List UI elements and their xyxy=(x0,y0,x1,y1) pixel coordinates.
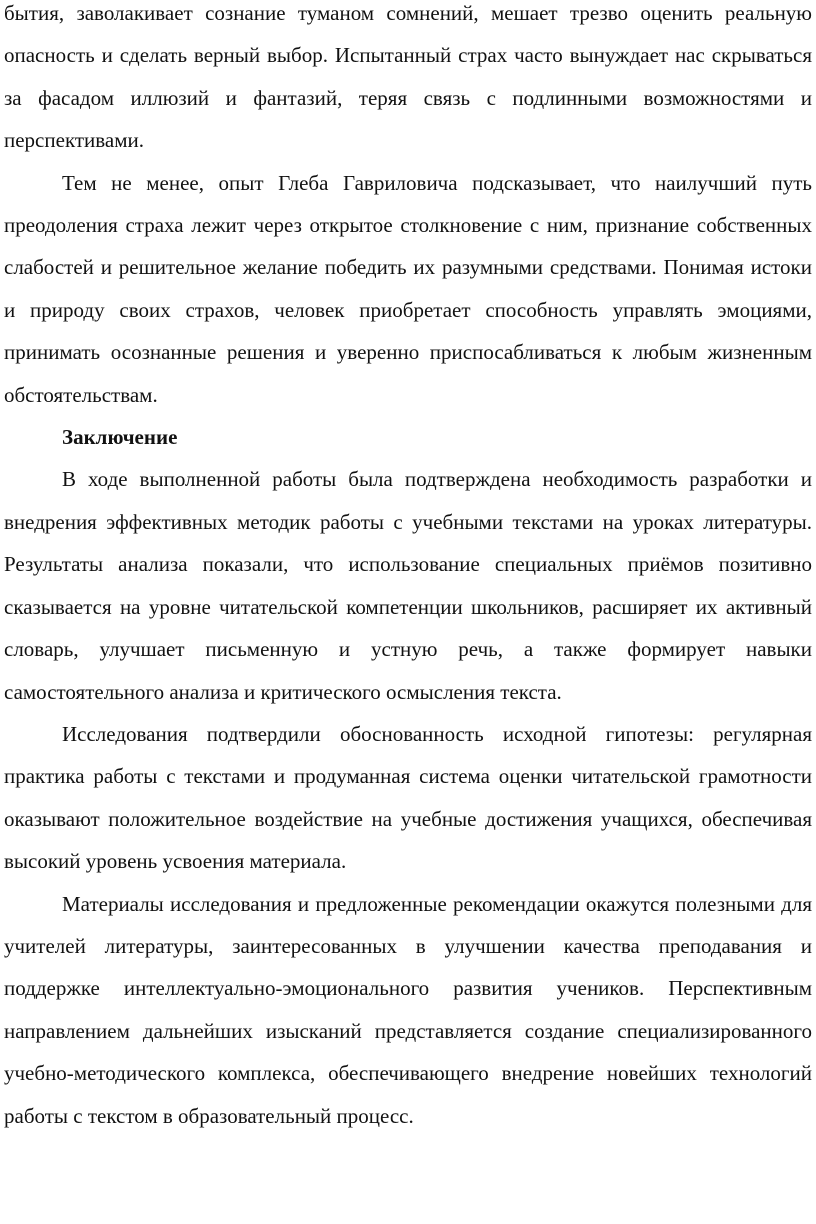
paragraph-conclusion-3: Материалы исследования и предложенные рекомендации окажутся полезными для учителей литературы, заинтересованных в улучшении качества преподавания и поддержке интеллектуально-эмоционального развития учеников. Перспективным направлением дальнейших изысканий представляется создание специализированного учебно-методического комплекса, обеспечивающего внедрение новейших технологий работы с текстом в образовательный процесс. xyxy=(4,891,812,1128)
paragraph-continuation: бытия, заволакивает сознание туманом сомнений, мешает трезво оценить реальную опасность и сделать верный выбор. Испытанный страх часто вынуждает нас скрываться за фасадом иллюзий и фантазий, теряя связь с подлинными возможностями и перспективами. xyxy=(4,1,812,153)
paragraph-conclusion-2: Исследования подтвердили обоснованность исходной гипотезы: регулярная практика работы с текстами и продуманная система оценки читательской грамотности оказывают положительное воздействие на учебные достижения учащихся, обеспечивая высокий уровень усвоения материала. xyxy=(4,721,812,874)
document-body xyxy=(4,0,812,1137)
paragraph-fear-overcoming: Тем не менее, опыт Глеба Гавриловича подсказывает, что наилучший путь преодоления страха лежит через открытое столкновение с ним, признание собственных слабостей и решительное желание победить их разумными средствами. Понимая истоки и природу своих страхов, человек приобретает способность управлять эмоциями, принимать осознанные решения и уверенно приспосабливаться к любым жизненным обстоятельствам. xyxy=(4,170,812,407)
section-heading-conclusion: Заключение xyxy=(62,425,178,450)
paragraph-conclusion-1: В ходе выполненной работы была подтверждена необходимость разработки и внедрения эффективных методик работы с учебными текстами на уроках литературы. Результаты анализа показали, что использование специальных приёмов позитивно сказывается на уровне читательской компетенции школьников, расширяет их активный словарь, улучшает письменную и устную речь, а также формирует навыки самостоятельного анализа и критического осмысления текста. xyxy=(4,467,812,704)
